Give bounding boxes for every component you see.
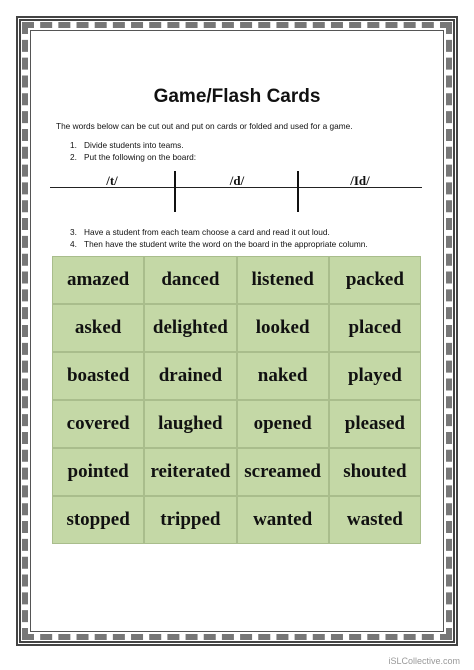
flash-card[interactable]: opened <box>238 401 328 447</box>
flash-card[interactable]: wasted <box>330 497 420 543</box>
instructions-part-2 <box>70 226 368 250</box>
board-label-d: /d/ <box>229 173 245 188</box>
flash-card[interactable]: shouted <box>330 449 420 495</box>
flash-card[interactable]: covered <box>53 401 143 447</box>
board-column-divider <box>174 171 176 212</box>
flash-card[interactable]: played <box>330 353 420 399</box>
board-column-divider <box>297 171 299 212</box>
instruction-step: 3. Have a student from each team choose a card and read it out loud. <box>70 227 330 237</box>
flash-card[interactable]: delighted <box>145 305 235 351</box>
flash-card[interactable]: tripped <box>145 497 235 543</box>
flash-card[interactable]: pleased <box>330 401 420 447</box>
flash-card[interactable]: wanted <box>238 497 328 543</box>
flash-card[interactable]: reiterated <box>145 449 235 495</box>
flash-card[interactable]: packed <box>330 257 420 303</box>
flash-card-grid <box>53 257 420 543</box>
flash-card[interactable]: boasted <box>53 353 143 399</box>
flash-card[interactable]: danced <box>145 257 235 303</box>
instruction-step: 2. Put the following on the board: <box>70 152 197 162</box>
flash-card[interactable]: naked <box>238 353 328 399</box>
flash-card[interactable]: pointed <box>53 449 143 495</box>
intro-text: The words below can be cut out and put on cards or folded and used for a game. <box>56 121 353 131</box>
board-label-id: /Id/ <box>350 173 370 188</box>
flash-card[interactable]: drained <box>145 353 235 399</box>
flash-card[interactable]: amazed <box>53 257 143 303</box>
flash-card[interactable]: looked <box>238 305 328 351</box>
flash-card[interactable]: stopped <box>53 497 143 543</box>
flash-card[interactable]: screamed <box>238 449 328 495</box>
watermark-footer: iSLCollective.com <box>388 656 460 666</box>
board-label-t: /t/ <box>106 173 118 188</box>
flash-card[interactable]: laughed <box>145 401 235 447</box>
instruction-step: 1. Divide students into teams. <box>70 140 184 150</box>
flash-card[interactable]: asked <box>53 305 143 351</box>
flash-card[interactable]: placed <box>330 305 420 351</box>
worksheet-title: Game/Flash Cards <box>153 86 321 107</box>
instructions-part-1 <box>70 139 196 163</box>
instruction-step: 4. Then have the student write the word on the board in the appropriate column. <box>70 239 368 249</box>
flash-card[interactable]: listened <box>238 257 328 303</box>
